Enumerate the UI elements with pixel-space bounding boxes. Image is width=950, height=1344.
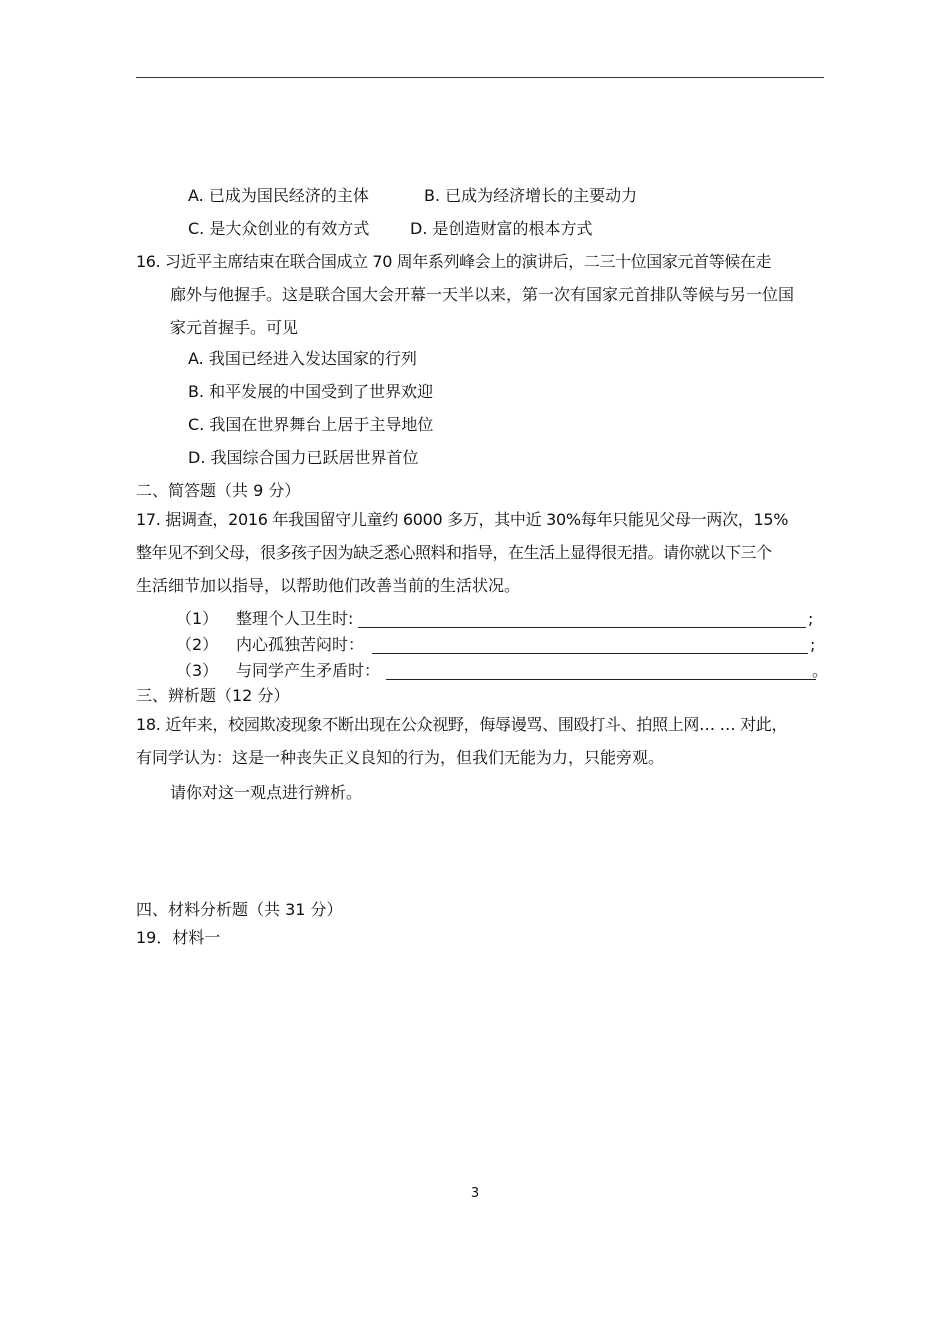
q19-label: 19．材料一	[136, 928, 221, 947]
q17-item2-label: 内心孤独苦闷时：	[236, 635, 365, 654]
q16-stem-line3: 家元首握手。可见	[170, 318, 299, 337]
q17-item1-number: （1）	[176, 609, 219, 628]
q15-option-c: C. 是大众创业的有效方式	[188, 219, 370, 238]
q17-item1-label: 整理个人卫生时:	[236, 609, 354, 628]
q16-option-d: D. 我国综合国力已跃居世界首位	[188, 448, 419, 467]
q17-item2-end: ;	[810, 635, 816, 654]
section4-title: 四、材料分析题（共 31 分）	[136, 900, 343, 919]
q17-item2-number: （2）	[176, 635, 219, 654]
q17-item2-answer-line	[372, 653, 808, 654]
q18-stem-line2: 有同学认为：这是一种丧失正义良知的行为，但我们无能为力，只能旁观。	[136, 748, 665, 767]
q17-stem-line3: 生活细节加以指导，以帮助他们改善当前的生活状况。	[136, 576, 521, 595]
q17-item1-end: ;	[808, 609, 814, 628]
q16-stem-line1: 16. 习近平主席结束在联合国成立 70 周年系列峰会上的演讲后，二三十位国家元首等候在走	[136, 252, 772, 271]
header-rule	[136, 77, 824, 78]
q16-option-b: B. 和平发展的中国受到了世界欢迎	[188, 382, 434, 401]
q17-stem-line1: 17. 据调查，2016 年我国留守儿童约 6000 多万，其中近 30%每年只能见父母一两次，15%	[136, 510, 789, 529]
q17-item3-number: （3）	[176, 661, 219, 680]
q16-option-c: C. 我国在世界舞台上居于主导地位	[188, 415, 434, 434]
page-number: 3	[470, 1186, 480, 1201]
q17-item1-answer-line	[358, 627, 806, 628]
q15-option-b: B. 已成为经济增长的主要动力	[424, 186, 638, 205]
section3-title: 三、辨析题（12 分）	[136, 686, 290, 705]
q18-stem-line3: 请你对这一观点进行辨析。	[170, 783, 363, 802]
q16-stem-line2: 廊外与他握手。这是联合国大会开幕一天半以来，第一次有国家元首排队等候与另一位国	[170, 285, 795, 304]
q17-item3-label: 与同学产生矛盾时：	[236, 661, 381, 680]
q15-option-d: D. 是创造财富的根本方式	[410, 219, 593, 238]
q16-option-a: A. 我国已经进入发达国家的行列	[188, 349, 417, 368]
section2-title: 二、简答题（共 9 分）	[136, 481, 301, 500]
q17-stem-line2: 整年见不到父母，很多孩子因为缺乏悉心照料和指导，在生活上显得很无措。请你就以下三个	[136, 543, 772, 562]
q18-stem-line1: 18. 近年来，校园欺凌现象不断出现在公众视野，侮辱谩骂、围殴打斗、拍照上网… … 对此，	[136, 715, 788, 734]
q17-item3-end: 。	[812, 661, 829, 680]
q15-option-a: A. 已成为国民经济的主体	[188, 186, 369, 205]
q17-item3-answer-line	[386, 679, 816, 680]
